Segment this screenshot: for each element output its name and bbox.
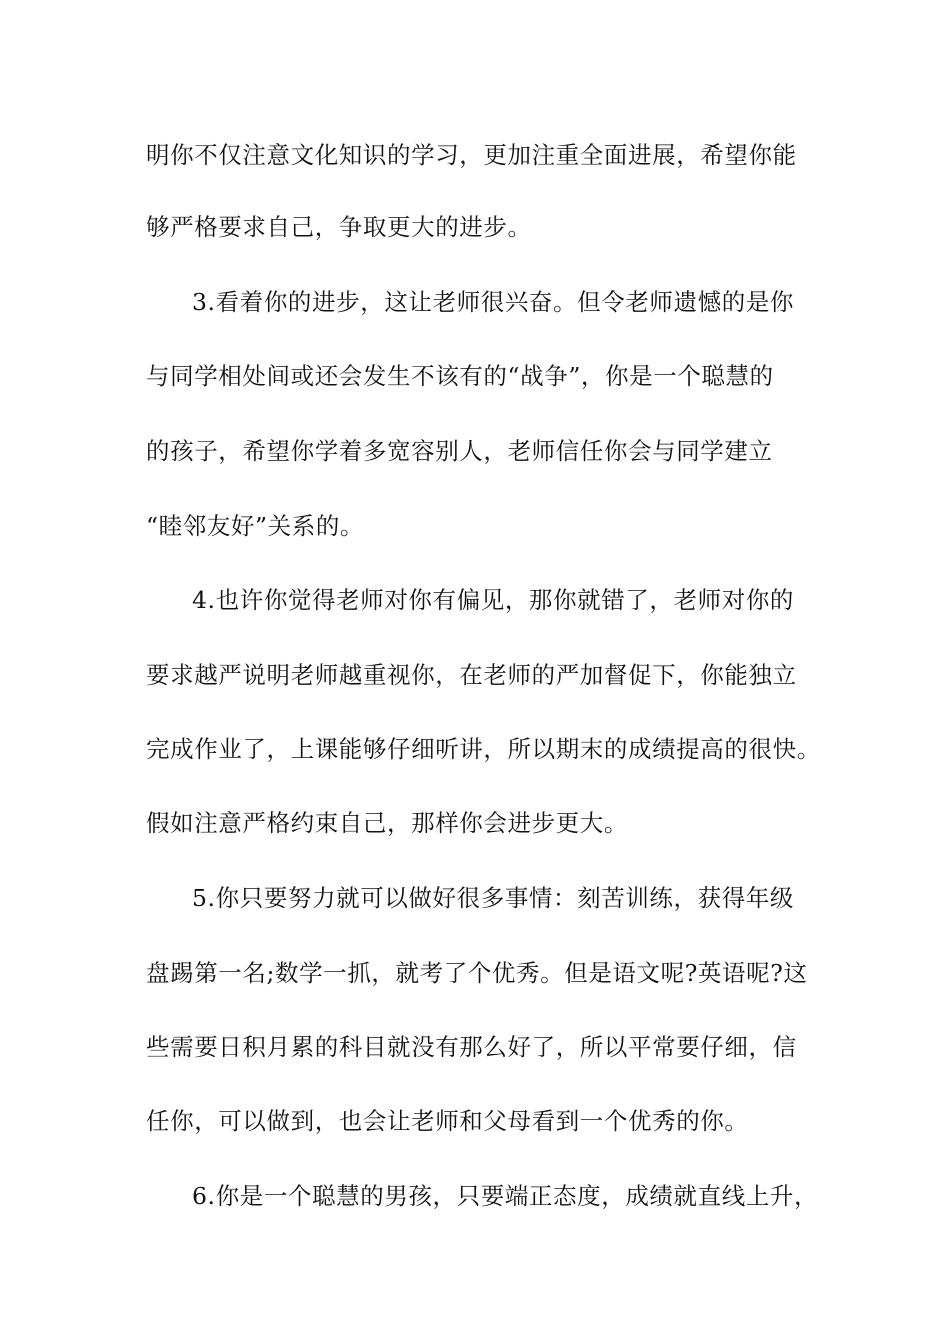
text-line: 假如注意严格约束自己，那样你会进步更大。 (146, 809, 628, 837)
text-line: 与同学相处间或还会发生不该有的“战争”，你是一个聪慧的 (146, 362, 774, 390)
text-line: 明你不仅注意文化知识的学习，更加注重全面进展，希望你能 (146, 141, 797, 169)
text-line: 的孩子，希望你学着多宽容别人，老师信任你会与同学建立 (146, 437, 773, 465)
text-line: 够严格要求自己，争取更大的进步。 (146, 213, 532, 241)
text-line: 完成作业了，上课能够仔细听讲，所以期末的成绩提高的很快。 (146, 735, 821, 763)
text-line: 些需要日积月累的科目就没有那么好了，所以平常要仔细，信 (146, 1033, 797, 1061)
paragraph-5-start: 5.你只要努力就可以做好很多事情：刻苦训练，获得年级 (192, 884, 795, 912)
text-line: 盘踢第一名;数学一抓，就考了个优秀。但是语文呢?英语呢?这 (146, 959, 808, 987)
text-line: 要求越严说明老师越重视你，在老师的严加督促下，你能独立 (146, 661, 797, 689)
paragraph-4-start: 4.也许你觉得老师对你有偏见，那你就错了，老师对你的 (192, 586, 795, 614)
text-line: “睦邻友好”关系的。 (146, 512, 365, 540)
paragraph-6-start: 6.你是一个聪慧的男孩，只要端正态度，成绩就直线上升， (192, 1182, 819, 1210)
text-line: 任你，可以做到，也会让老师和父母看到一个优秀的你。 (146, 1107, 749, 1135)
paragraph-3-start: 3.看着你的进步，这让老师很兴奋。但令老师遗憾的是你 (192, 288, 795, 316)
